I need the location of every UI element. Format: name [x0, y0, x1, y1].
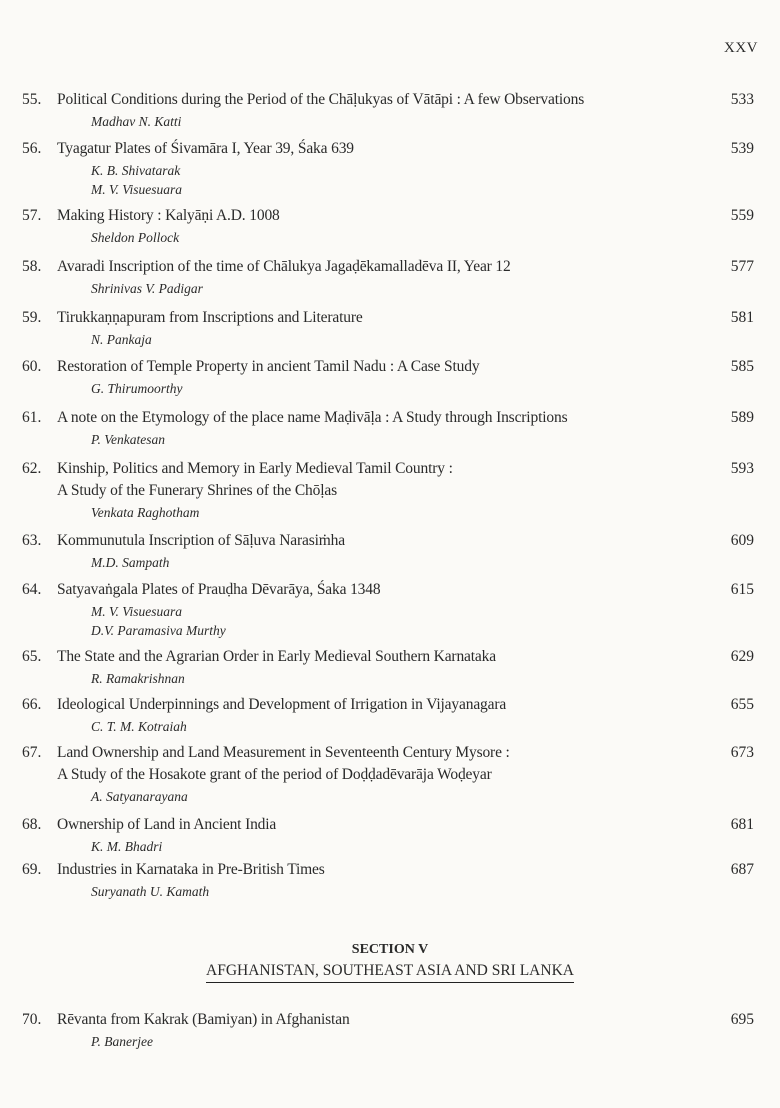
- entry-author: G. Thirumoorthy: [91, 381, 183, 396]
- entry-title: Satyavaṅgala Plates of Prauḍha Dēvarāya, Śaka 1348: [57, 581, 381, 598]
- section-subtitle-text: AFGHANISTAN, SOUTHEAST ASIA AND SRI LANKA: [206, 962, 574, 983]
- entry-author: P. Venkatesan: [91, 432, 165, 447]
- entry-title: Kommunutula Inscription of Sāḷuva Narasiṁha: [57, 532, 345, 549]
- page-number: XXV: [724, 40, 758, 56]
- entry-title: A Study of the Hosakote grant of the period of Doḍḍadēvarāja Woḍeyar: [57, 766, 492, 783]
- entry-number: 69.: [22, 861, 42, 878]
- entry-title: Tyagatur Plates of Śivamāra I, Year 39, Śaka 639: [57, 140, 354, 157]
- entry-title: Tirukkaṇṇapuram from Inscriptions and Literature: [57, 309, 363, 326]
- section-subtitle: [0, 962, 780, 983]
- entry-page: 559: [730, 207, 754, 224]
- entry-title: Avaradi Inscription of the time of Chālukya Jagaḍēkamalladēva II, Year 12: [57, 258, 511, 275]
- entry-author: Shrinivas V. Padigar: [91, 281, 203, 296]
- entry-page: 593: [730, 460, 754, 477]
- entry-author: Venkata Raghotham: [91, 505, 200, 520]
- entry-author: N. Pankaja: [91, 332, 152, 347]
- entry-page: 539: [730, 140, 754, 157]
- entry-author: K. M. Bhadri: [91, 839, 163, 854]
- entry-number: 62.: [22, 460, 42, 477]
- entry-number: 60.: [22, 358, 42, 375]
- entry-number: 56.: [22, 140, 42, 157]
- entry-title: Restoration of Temple Property in ancient Tamil Nadu : A Case Study: [57, 358, 480, 375]
- entry-title: Land Ownership and Land Measurement in Seventeenth Century Mysore :: [57, 744, 510, 761]
- entry-author: M.D. Sampath: [91, 555, 170, 570]
- entry-author: R. Ramakrishnan: [91, 671, 185, 686]
- entry-number: 64.: [22, 581, 42, 598]
- entry-number: 65.: [22, 648, 42, 665]
- section-heading: SECTION V: [351, 942, 429, 957]
- entry-page: 615: [730, 581, 754, 598]
- entry-page: 695: [730, 1011, 754, 1028]
- entry-number: 70.: [22, 1011, 42, 1028]
- entry-number: 63.: [22, 532, 42, 549]
- entry-title: Kinship, Politics and Memory in Early Medieval Tamil Country :: [57, 460, 453, 477]
- entry-number: 61.: [22, 409, 42, 426]
- entry-page: 629: [730, 648, 754, 665]
- entry-author: Madhav N. Katti: [91, 114, 182, 129]
- entry-author: Sheldon Pollock: [91, 230, 180, 245]
- entry-page: 577: [730, 258, 754, 275]
- entry-title: Making History : Kalyāṇi A.D. 1008: [57, 207, 280, 224]
- entry-author: K. B. Shivatarak: [91, 163, 181, 178]
- entry-title: Political Conditions during the Period of the Chāḷukyas of Vātāpi : A few Observations: [57, 91, 585, 108]
- entry-author: D.V. Paramasiva Murthy: [91, 623, 226, 638]
- entry-author: C. T. M. Kotraiah: [91, 719, 187, 734]
- entry-title: A Study of the Funerary Shrines of the Chōḷas: [57, 482, 337, 499]
- entry-page: 581: [730, 309, 754, 326]
- entry-number: 58.: [22, 258, 42, 275]
- entry-page: 533: [730, 91, 754, 108]
- entry-page: 673: [730, 744, 754, 761]
- entry-title: Rēvanta from Kakrak (Bamiyan) in Afghanistan: [57, 1011, 350, 1028]
- entry-author: P. Banerjee: [91, 1034, 153, 1049]
- entry-author: M. V. Visuesuara: [91, 182, 182, 197]
- entry-page: 655: [730, 696, 754, 713]
- entry-number: 55.: [22, 91, 42, 108]
- entry-author: Suryanath U. Kamath: [91, 884, 210, 899]
- entry-title: A note on the Etymology of the place name Maḍivāḷa : A Study through Inscriptions: [57, 409, 568, 426]
- entry-number: 68.: [22, 816, 42, 833]
- entry-title: The State and the Agrarian Order in Early Medieval Southern Karnataka: [57, 648, 496, 665]
- entry-title: Industries in Karnataka in Pre-British Times: [57, 861, 325, 878]
- entry-author: M. V. Visuesuara: [91, 604, 182, 619]
- entry-title: Ownership of Land in Ancient India: [57, 816, 277, 833]
- entry-page: 681: [730, 816, 754, 833]
- entry-title: Ideological Underpinnings and Development of Irrigation in Vijayanagara: [57, 696, 507, 713]
- entry-page: 609: [730, 532, 754, 549]
- entry-page: 589: [730, 409, 754, 426]
- entry-number: 57.: [22, 207, 42, 224]
- entry-number: 66.: [22, 696, 42, 713]
- entry-number: 59.: [22, 309, 42, 326]
- entry-author: A. Satyanarayana: [91, 789, 188, 804]
- entry-page: 687: [730, 861, 754, 878]
- entry-number: 67.: [22, 744, 42, 761]
- entry-page: 585: [730, 358, 754, 375]
